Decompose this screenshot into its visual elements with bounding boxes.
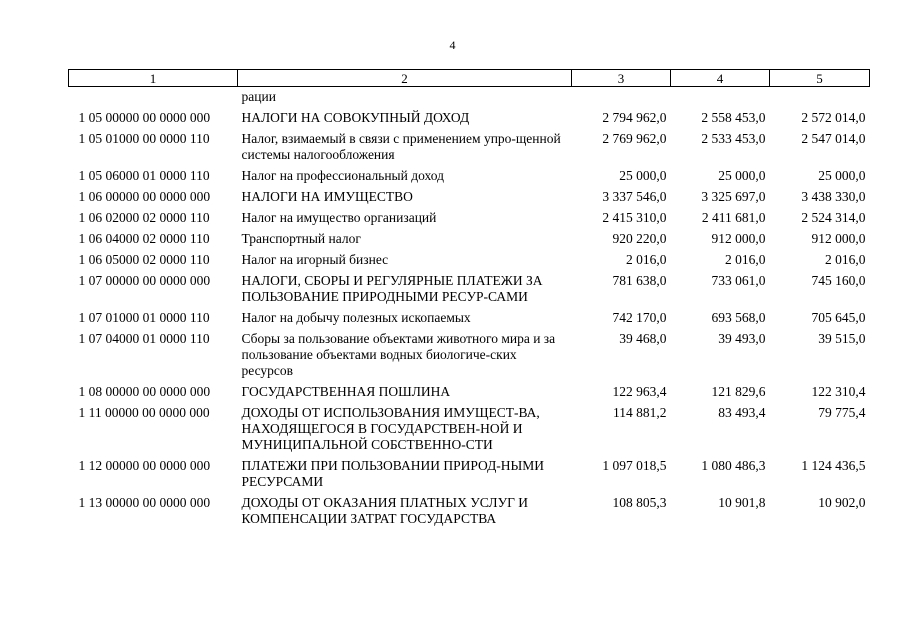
row-value-col5: 3 438 330,0	[801, 189, 866, 204]
row-name: НАЛОГИ НА ИМУЩЕСТВО	[241, 189, 413, 204]
budget-table	[68, 69, 870, 530]
continuation-row	[69, 87, 870, 109]
row-value-col4: 39 493,0	[718, 331, 766, 346]
row-name: НАЛОГИ, СБОРЫ И РЕГУЛЯРНЫЕ ПЛАТЕЖИ ЗА ПОЛЬЗОВАНИЕ ПРИРОДНЫМИ РЕСУР-САМИ	[241, 273, 543, 304]
table-row	[69, 187, 870, 208]
row-value-col5: 2 547 014,0	[801, 131, 866, 146]
row-value-col5: 912 000,0	[811, 231, 866, 246]
table-row	[69, 129, 870, 166]
row-value-col4: 83 493,4	[718, 405, 766, 420]
row-value-col4: 693 568,0	[711, 310, 766, 325]
row-value-col5: 745 160,0	[811, 273, 866, 288]
row-value-col4: 2 533 453,0	[701, 131, 766, 146]
row-code: 1 06 04000 02 0000 110	[78, 231, 210, 246]
row-name: Налог на имущество организаций	[241, 210, 437, 225]
row-value-col3: 114 881,2	[613, 405, 667, 420]
row-code: 1 12 00000 00 0000 000	[78, 458, 211, 473]
row-value-col3: 2 016,0	[626, 252, 667, 267]
table-row	[69, 250, 870, 271]
row-code: 1 06 02000 02 0000 110	[78, 210, 210, 225]
row-value-col3: 2 794 962,0	[602, 110, 667, 125]
row-value-col3: 2 769 962,0	[602, 131, 667, 146]
header-col-2: 2	[238, 70, 572, 87]
table-row	[69, 382, 870, 403]
row-value-col4: 3 325 697,0	[701, 189, 766, 204]
row-value-col5: 10 902,0	[818, 495, 866, 510]
row-name: Налог на добычу полезных ископаемых	[241, 310, 471, 325]
row-value-col3: 122 963,4	[612, 384, 667, 399]
row-value-col5: 122 310,4	[811, 384, 866, 399]
row-code: 1 05 01000 00 0000 110	[78, 131, 210, 146]
row-name: Налог на игорный бизнес	[241, 252, 389, 267]
row-code: 1 07 01000 01 0000 110	[78, 310, 210, 325]
header-col-5: 5	[770, 70, 870, 87]
row-value-col4: 25 000,0	[718, 168, 766, 183]
row-code: 1 08 00000 00 0000 000	[78, 384, 211, 399]
row-name: Транспортный налог	[241, 231, 361, 246]
row-name: НАЛОГИ НА СОВОКУПНЫЙ ДОХОД	[241, 110, 470, 125]
row-name: Налог на профессиональный доход	[241, 168, 444, 183]
row-value-col5: 79 775,4	[818, 405, 866, 420]
table-row	[69, 166, 870, 187]
row-value-col4: 2 411 681,0	[701, 210, 766, 225]
row-value-col3: 1 097 018,5	[602, 458, 667, 473]
table-row	[69, 229, 870, 250]
row-name: ПЛАТЕЖИ ПРИ ПОЛЬЗОВАНИИ ПРИРОД-НЫМИ РЕСУРСАМИ	[241, 458, 545, 489]
table-row	[69, 329, 870, 382]
row-code: 1 11 00000 00 0000 000	[78, 405, 210, 420]
row-value-col3: 781 638,0	[612, 273, 667, 288]
row-value-col5: 25 000,0	[818, 168, 866, 183]
row-value-col5: 2 016,0	[825, 252, 866, 267]
row-value-col4: 912 000,0	[711, 231, 766, 246]
page-number: 4	[449, 38, 456, 52]
row-code: 1 05 00000 00 0000 000	[78, 110, 211, 125]
table-row	[69, 308, 870, 329]
row-code: 1 06 00000 00 0000 000	[78, 189, 211, 204]
row-value-col5: 2 572 014,0	[801, 110, 866, 125]
table-header	[69, 70, 870, 87]
row-name: ГОСУДАРСТВЕННАЯ ПОШЛИНА	[241, 384, 451, 399]
row-value-col3: 920 220,0	[612, 231, 667, 246]
row-name: ДОХОДЫ ОТ ОКАЗАНИЯ ПЛАТНЫХ УСЛУГ И КОМПЕНСАЦИИ ЗАТРАТ ГОСУДАРСТВА	[241, 495, 529, 526]
table-row	[69, 208, 870, 229]
row-code: 1 07 00000 00 0000 000	[78, 273, 211, 288]
row-code: 1 05 06000 01 0000 110	[78, 168, 210, 183]
row-value-col4: 2 558 453,0	[701, 110, 766, 125]
table-row	[69, 493, 870, 530]
continuation-code	[69, 87, 238, 109]
row-code: 1 06 05000 02 0000 110	[78, 252, 210, 267]
row-name: Сборы за пользование объектами животного мира и за пользование объектами водных биологиче-ских ресурсов	[241, 331, 556, 378]
row-value-col5: 1 124 436,5	[801, 458, 866, 473]
row-value-col4: 10 901,8	[718, 495, 766, 510]
table-row	[69, 456, 870, 493]
row-code: 1 07 04000 01 0000 110	[78, 331, 210, 346]
row-value-col3: 25 000,0	[619, 168, 667, 183]
row-value-col3: 2 415 310,0	[602, 210, 667, 225]
row-name: ДОХОДЫ ОТ ИСПОЛЬЗОВАНИЯ ИМУЩЕСТ-ВА, НАХОДЯЩЕГОСЯ В ГОСУДАРСТВЕН-НОЙ И МУНИЦИПАЛЬНОЙ СОБСТВЕННО-СТИ	[241, 405, 540, 452]
row-value-col3: 3 337 546,0	[602, 189, 667, 204]
table-row	[69, 271, 870, 308]
header-col-4: 4	[671, 70, 770, 87]
row-value-col3: 39 468,0	[619, 331, 667, 346]
row-value-col4: 733 061,0	[711, 273, 766, 288]
row-value-col5: 705 645,0	[811, 310, 866, 325]
table-row	[69, 403, 870, 456]
row-value-col4: 121 829,6	[711, 384, 766, 399]
row-value-col3: 108 805,3	[612, 495, 667, 510]
row-code: 1 13 00000 00 0000 000	[78, 495, 211, 510]
row-value-col4: 2 016,0	[725, 252, 766, 267]
header-row	[69, 70, 870, 87]
row-value-col3: 742 170,0	[612, 310, 667, 325]
row-name: Налог, взимаемый в связи с применением упро-щенной системы налогообложения	[241, 131, 561, 162]
table-body	[69, 87, 870, 531]
continuation-text: рации	[241, 89, 276, 104]
row-value-col5: 2 524 314,0	[801, 210, 866, 225]
header-col-1: 1	[69, 70, 238, 87]
row-value-col5: 39 515,0	[818, 331, 866, 346]
header-col-3: 3	[572, 70, 671, 87]
table-row	[69, 108, 870, 129]
row-value-col4: 1 080 486,3	[701, 458, 766, 473]
